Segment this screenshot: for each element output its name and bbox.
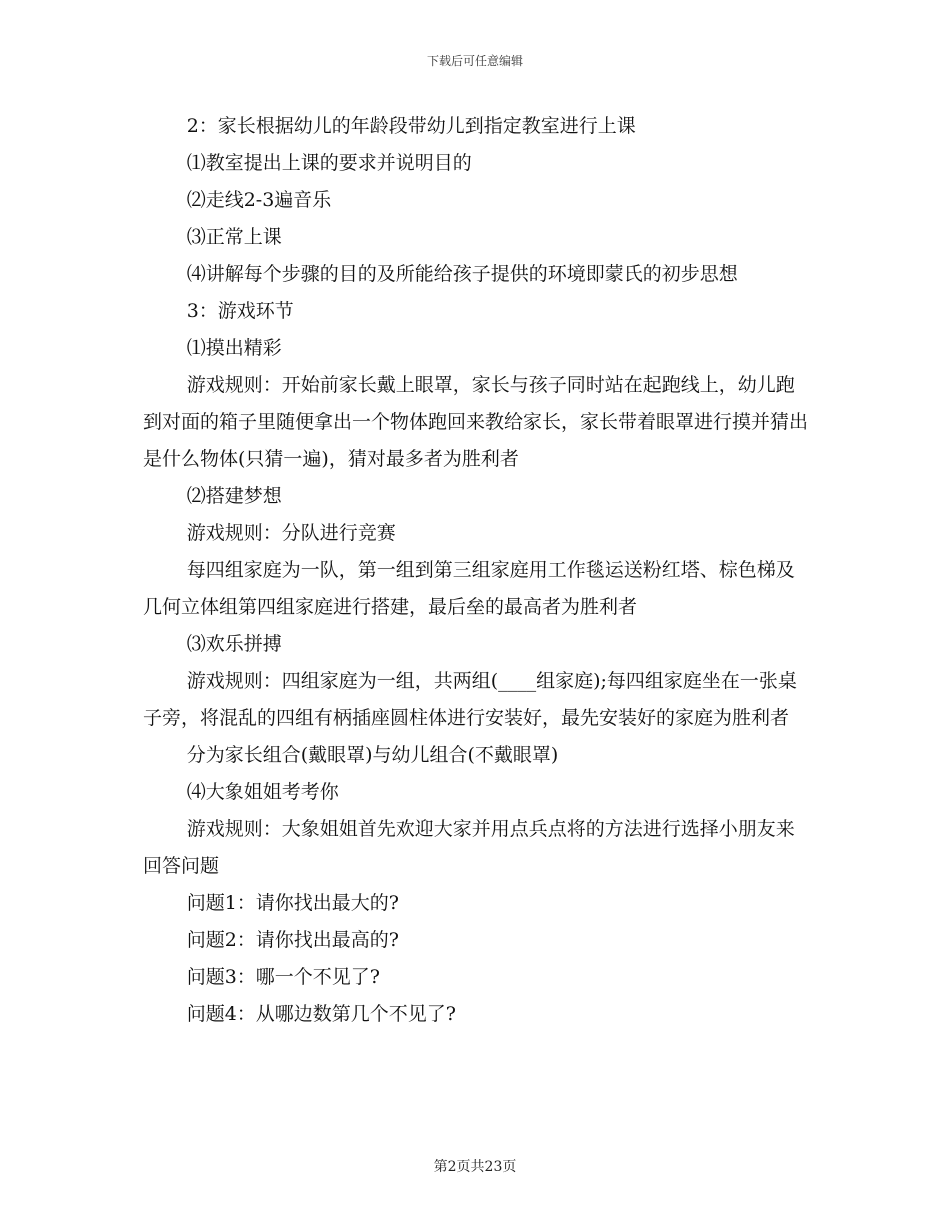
paragraph-17: 问题1：请你找出最大的?	[186, 892, 399, 914]
paragraph-14: 分为家长组合(戴眼罩)与幼儿组合(不戴眼罩)	[186, 744, 559, 766]
page-header: 下载后可任意编辑	[426, 54, 523, 68]
paragraph-18: 问题2：请你找出最高的?	[186, 929, 399, 951]
paragraph-19: 问题3：哪一个不见了?	[186, 966, 380, 988]
paragraph-16: 游戏规则：大象姐姐首先欢迎大家并用点兵点将的方法进行选择小朋友来回答问题	[143, 818, 795, 877]
paragraph-9: ⑵搭建梦想	[186, 485, 282, 507]
paragraph-12: ⑶欢乐拼搏	[186, 633, 282, 655]
paragraph-5: ⑷讲解每个步骤的目的及所能给孩子提供的环境即蒙氏的初步思想	[186, 263, 738, 285]
paragraph-20: 问题4：从哪边数第几个不见了?	[186, 1003, 456, 1025]
paragraph-7: ⑴摸出精彩	[186, 337, 282, 359]
paragraph-1: 2：家长根据幼儿的年龄段带幼儿到指定教室进行上课	[186, 115, 636, 137]
paragraph-3: ⑵走线2-3遍音乐	[186, 189, 332, 211]
paragraph-6: 3：游戏环节	[186, 300, 294, 322]
paragraph-4: ⑶正常上课	[186, 226, 282, 248]
document-body	[143, 108, 808, 1033]
page-footer: 第2页共23页	[433, 1159, 517, 1175]
paragraph-8: 游戏规则：开始前家长戴上眼罩，家长与孩子同时站在起跑线上，幼儿跑到对面的箱子里随便拿出一个物体跑回来教给家长，家长带着眼罩进行摸并猜出是什么物体(只猜一遍)，猜对最多者为胜利者	[143, 374, 809, 470]
paragraph-13: 游戏规则：四组家庭为一组，共两组(____组家庭);每四组家庭坐在一张桌子旁，将混乱的四组有柄插座圆柱体进行安装好，最先安装好的家庭为胜利者	[143, 670, 797, 729]
paragraph-15: ⑷大象姐姐考考你	[186, 781, 339, 803]
paragraph-11: 每四组家庭为一队，第一组到第三组家庭用工作毯运送粉红塔、棕色梯及几何立体组第四组家庭进行搭建，最后垒的最高者为胜利者	[143, 559, 795, 618]
paragraph-2: ⑴教室提出上课的要求并说明目的	[186, 152, 472, 174]
paragraph-10: 游戏规则：分队进行竞赛	[186, 522, 396, 544]
